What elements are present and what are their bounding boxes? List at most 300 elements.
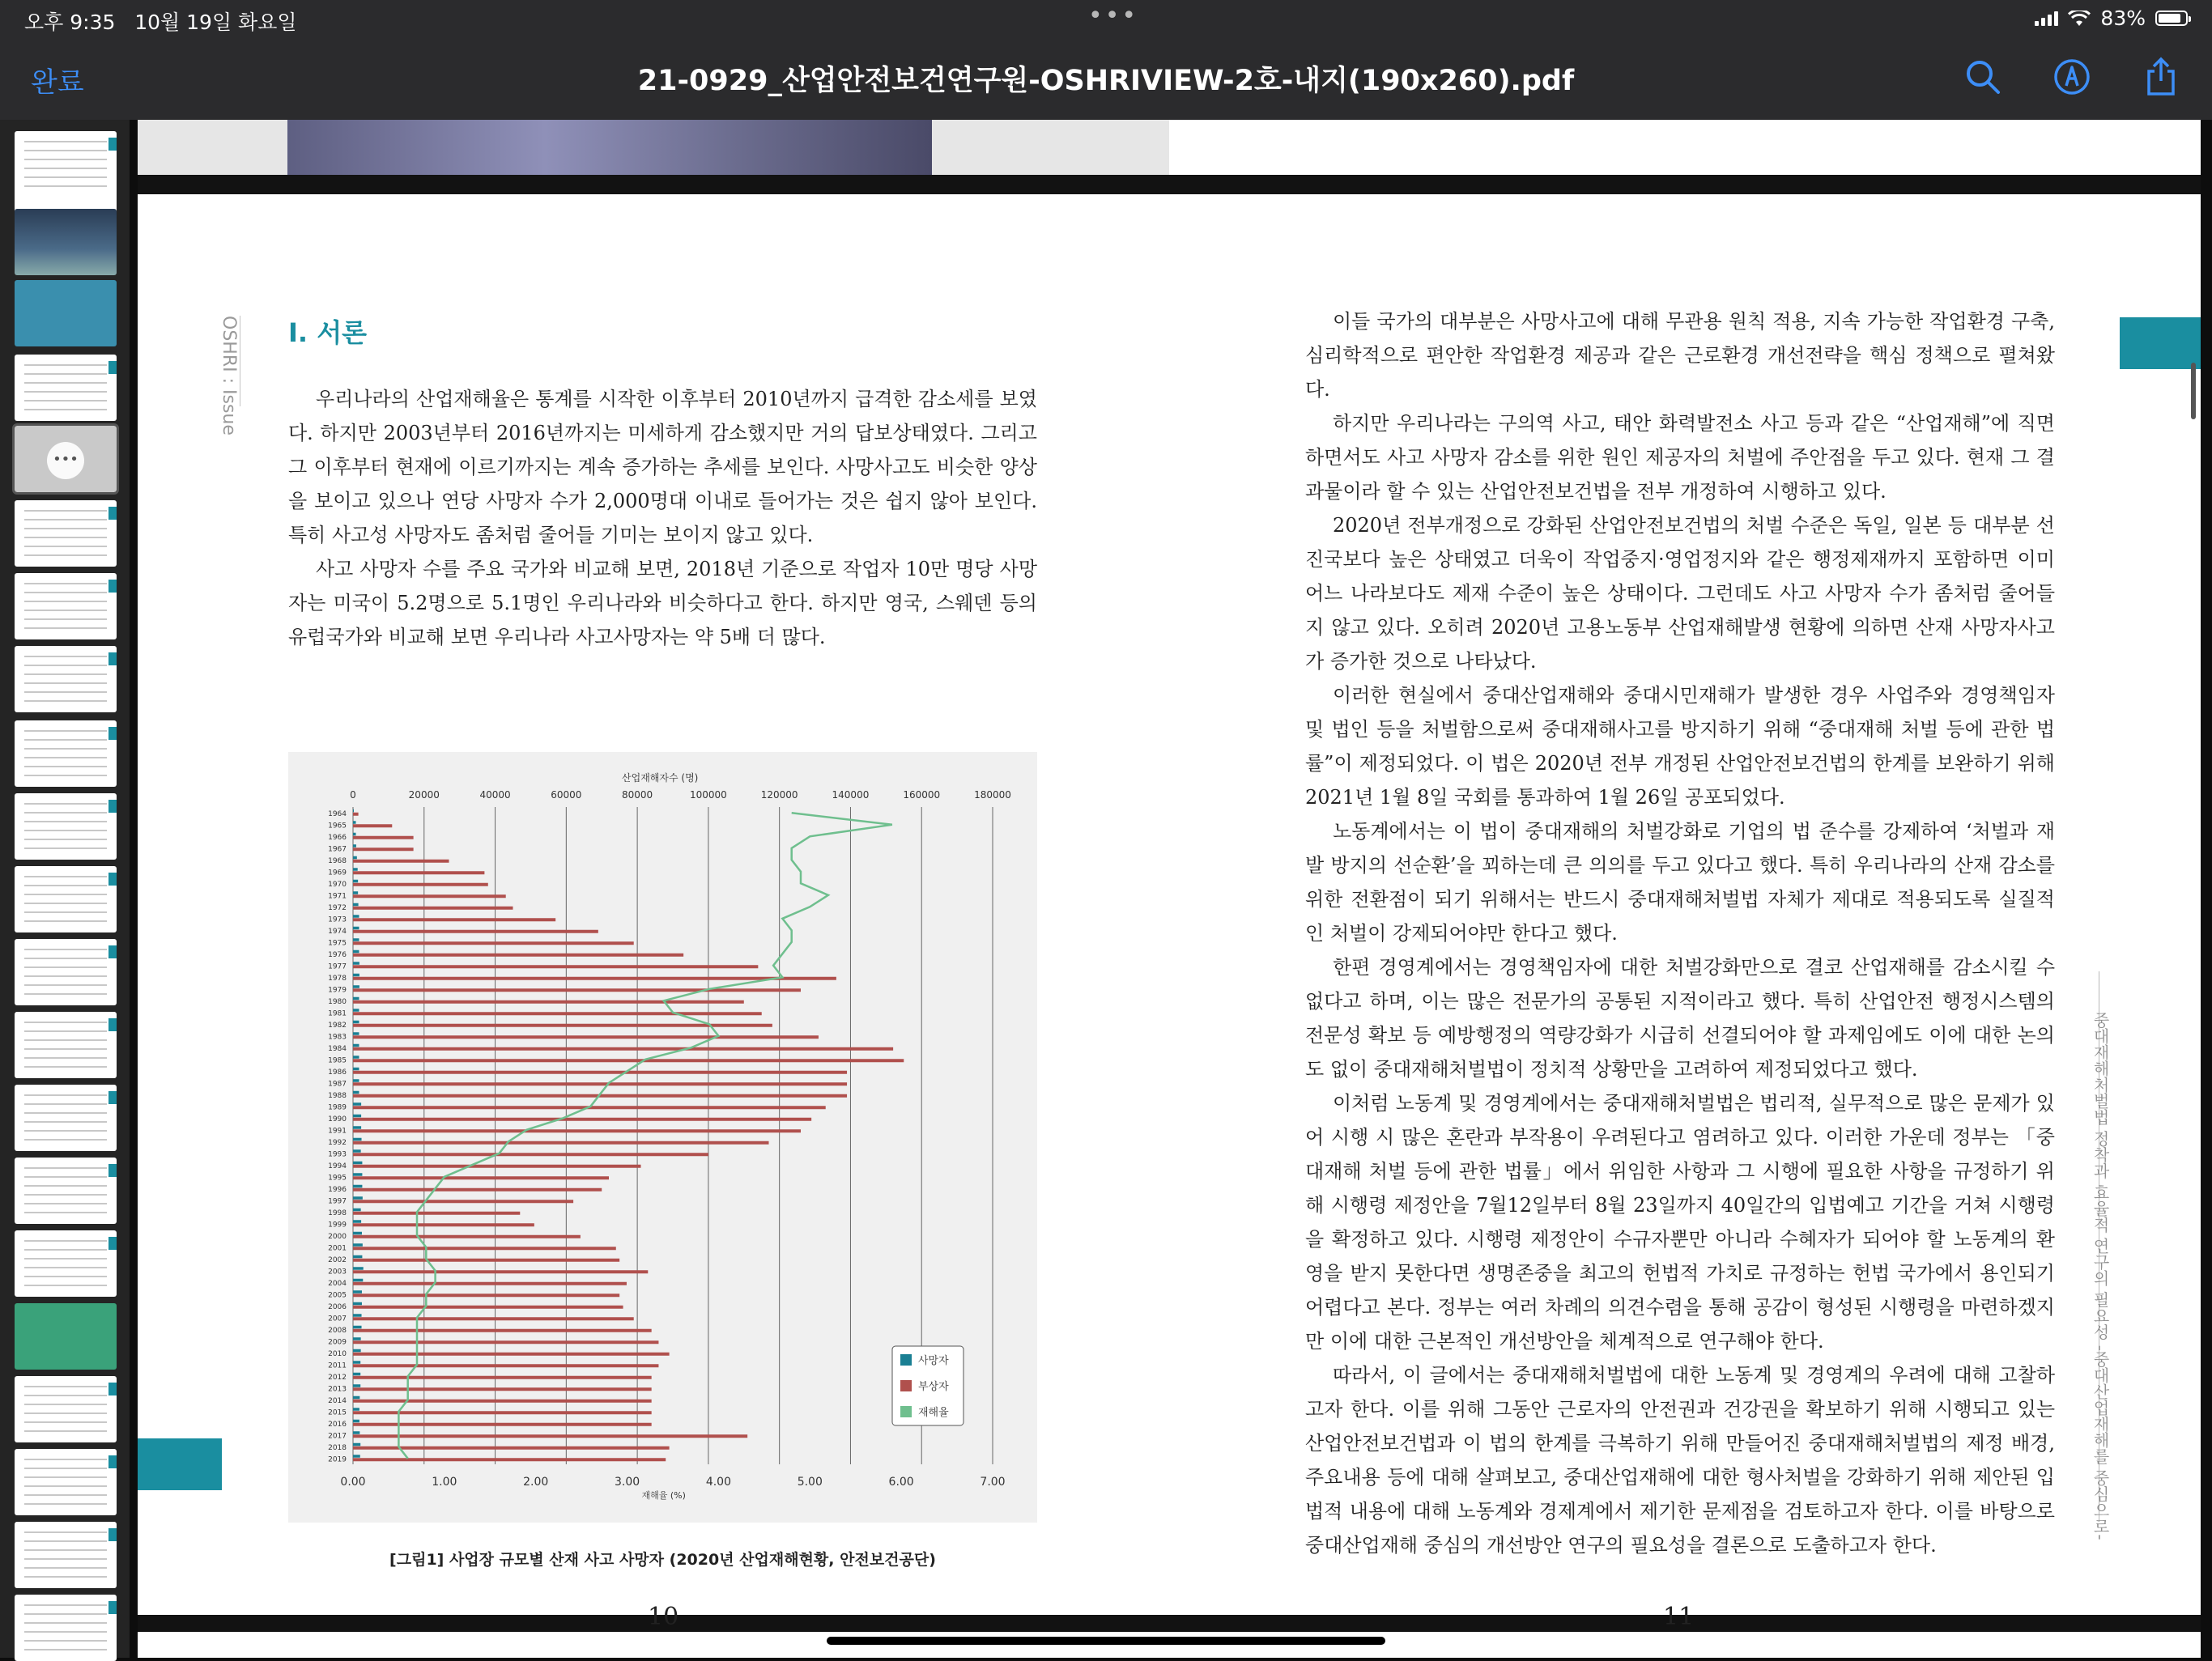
year-tick-label: 2018 [328,1443,347,1452]
deaths-bar [353,1326,362,1329]
year-tick-label: 1989 [328,1103,347,1112]
top-axis-tick-label: 20000 [408,789,440,801]
thumbnail-text-line [24,1404,107,1405]
thumbnail-text-line [24,150,107,151]
thumbnail-tab [108,580,117,593]
injured-bar [353,1434,747,1438]
year-tick-label: 1991 [328,1127,347,1136]
page-thumbnail[interactable] [15,1158,117,1224]
page-thumbnail[interactable] [15,1303,117,1370]
deaths-bar [353,1232,362,1235]
thumbnail-text-line [24,673,107,675]
year-tick-label: 2016 [328,1420,347,1429]
injured-bar [353,1376,652,1379]
deaths-bar [353,1314,362,1317]
thumbnail-tab [108,1091,117,1104]
deaths-bar [353,1420,359,1423]
page-thumbnail-sidebar[interactable] [0,120,130,1658]
year-tick-label: 1994 [328,1162,347,1170]
chart-svg [288,752,1037,1523]
thumbnail-text-line [24,656,107,657]
year-tick-label: 2019 [328,1455,347,1464]
page-thumbnail[interactable] [15,1012,117,1078]
injured-bar [353,1188,602,1192]
deaths-bar [353,997,359,1000]
thumbnail-text-line [24,803,107,805]
thumbnail-tab [108,138,117,151]
page-thumbnail[interactable] [15,355,117,421]
deaths-bar [353,1373,360,1376]
bottom-axis-tick-label: 3.00 [614,1476,640,1489]
thumbnail-text-line [24,1485,107,1487]
search-icon[interactable] [1963,57,2003,97]
injured-bar [353,1071,847,1074]
deaths-bar [353,1220,361,1223]
injured-bar [353,941,634,945]
year-tick-label: 2014 [328,1396,347,1405]
deaths-bar [353,856,357,860]
deaths-bar [353,1337,361,1340]
year-tick-label: 1967 [328,845,347,854]
injured-bar [353,836,414,839]
deaths-bar [353,938,359,941]
year-tick-label: 1973 [328,915,347,924]
page-thumbnail[interactable] [15,1522,117,1588]
bottom-axis-tick-label: 7.00 [980,1476,1006,1489]
thumbnail-text-line [24,1094,107,1096]
thumbnail-text-line [24,1567,107,1569]
thumbnail-text-line [24,1066,107,1068]
figure-caption: [그림1] 사업장 규모별 산재 사고 사망자 (2020년 산업재해현황, 안전보건공단) [389,1551,936,1569]
thumbnail-text-line [24,1421,107,1423]
thumbnail-text-line [24,691,107,693]
page-number-right: 11 [1663,1603,1695,1631]
thumbnail-text-line [24,1631,107,1633]
injured-bar [353,907,513,910]
thumbnail-text-line [24,757,107,758]
injured-bar [353,1458,666,1461]
deaths-bar [353,809,354,813]
deaths-bar [353,1290,362,1294]
thumbnail-text-line [24,364,107,366]
year-tick-label: 1964 [328,809,347,818]
deaths-bar [353,1044,359,1047]
injured-bar [353,1059,904,1062]
deaths-bar [353,927,359,930]
thumbnail-text-line [24,1558,107,1560]
bottom-axis-tick-label: 1.00 [432,1476,457,1489]
deaths-bar [353,1443,360,1446]
thumbnail-text-line [24,159,107,160]
thumbnail-text-line [24,1576,107,1578]
legend-swatch [900,1380,912,1391]
thumbnail-text-line [24,1249,107,1251]
thumbnail-text-line [24,176,107,178]
page-thumbnail[interactable] [15,720,117,787]
deaths-bar [353,974,359,977]
thumbnail-text-line [24,949,107,950]
injured-bar [353,1235,581,1238]
thumbnail-text-line [24,1048,107,1050]
battery-icon [2155,11,2188,26]
page-thumbnail[interactable] [15,209,117,275]
thumbnail-text-line [24,1039,107,1041]
injured-bar [353,1153,708,1156]
injured-bar [353,1118,811,1121]
legend-label: 부상자 [918,1381,949,1393]
status-time-date [24,6,297,36]
year-tick-label: 2010 [328,1349,347,1358]
thumbnail-text-line [24,665,107,666]
injured-bar [353,988,801,992]
battery-percent: 83% [2100,6,2146,30]
injured-bar [353,1387,652,1391]
paragraph: 노동계에서는 이 법이 중대재해의 처벌강화로 기업의 법 준수를 강제하여 ‘처벌과 재발 방지의 선순환’을 꾀하는데 큰 의의를 두고 있다고 했다. 특히 우리나라의 산재 감소를 위한 전환점이 되기 위해서는 반드시 중대재해처벌법 자체가 제대로 적용되도록 실질적인 처벌이 강제되어야만 한다고 했다. [1305,820,2055,945]
home-indicator[interactable] [827,1637,1385,1645]
top-axis-tick-label: 40000 [479,789,511,801]
thumbnail-text-line [24,1395,107,1396]
page-thumbnail[interactable] [15,1449,117,1515]
thumbnail-tab [108,1237,117,1250]
deaths-bar [353,1255,362,1259]
thumbnail-tab [108,1528,117,1541]
thumbnail-text-line [24,1139,107,1141]
thumbnail-text-line [24,627,107,629]
thumbnail-text-line [24,185,107,187]
deaths-bar [353,1185,362,1188]
bottom-axis-tick-label: 5.00 [797,1476,823,1489]
injured-bar [353,954,683,957]
thumbnail-tab [108,945,117,958]
year-tick-label: 1969 [328,869,347,877]
thumbnail-text-line [24,1468,107,1469]
thumbnail-text-line [24,1412,107,1414]
paragraph: 2020년 전부개정으로 강화된 산업안전보건법의 처벌 수준은 독일, 일본 등 대부분 선진국보다 높은 상태였고 더욱이 작업중지·영업정지와 같은 행정제재까지 포함하면 이미 어느 나라보다도 제재 수준이 높은 상태이다. 그런데도 사고 사망자 수가 좀처럼 줄어들지 않고 있다. 오히려 2020년 고용노동부 산업재해발생 현황에 의하면 산재 사망자사고가 증가한 것으로 나타났다. [1305,514,2055,673]
rate-line [398,813,892,1459]
deaths-bar [353,1032,359,1035]
battery-fill [2159,14,2180,23]
thumbnail-tab [108,1455,117,1468]
thumbnail-text-line [24,975,107,977]
thumbnail-text-line [24,1112,107,1114]
thumbnail-tab [108,800,117,813]
thumbnail-text-line [24,748,107,750]
year-tick-label: 2008 [328,1326,347,1335]
thumbnail-text-line [24,1613,107,1615]
thumbnail-text-line [24,812,107,814]
injured-bar [353,1047,893,1051]
thumbnail-text-line [24,1258,107,1260]
page-thumbnail[interactable] [15,1376,117,1442]
year-tick-label: 1990 [328,1115,347,1124]
thumbnail-text-line [24,966,107,968]
year-tick-label: 1966 [328,833,347,842]
thumbnail-text-line [24,775,107,776]
previous-page-photo [287,120,932,175]
thumbnail-text-line [24,1022,107,1023]
top-axis-tick-label: 60000 [551,789,582,801]
thumbnail-text-line [24,1030,107,1032]
more-options-icon[interactable]: ••• [47,442,84,479]
thumbnail-tab [108,1164,117,1177]
running-head: 중대재해처벌법 정착과 효율적 연구의 필요성 -중대산업재해를 중심으로- [2091,1012,2110,1540]
next-page-edge [138,1632,2201,1658]
thumbnail-text-line [24,618,107,620]
thumbnail-text-line [24,610,107,611]
injured-bar [353,847,414,851]
thumbnail-text-line [24,885,107,886]
thumbnail-text-line [24,839,107,840]
injury-chart [288,752,1037,1523]
year-tick-label: 2017 [328,1432,347,1441]
previous-page-right [1169,120,2201,175]
thumbnail-tab [108,1601,117,1614]
bottom-axis-label: 재해율 (%) [641,1490,686,1501]
year-tick-label: 1976 [328,950,347,959]
deaths-bar [353,1455,360,1458]
thumbnail-text-line [24,958,107,959]
thumbnail-text-line [24,519,107,520]
year-tick-label: 1986 [328,1068,347,1077]
deaths-bar [353,1056,359,1059]
deaths-bar [353,1149,361,1153]
injured-bar [353,1270,648,1273]
injured-bar [353,1165,641,1168]
year-tick-label: 1965 [328,822,347,830]
thumbnail-text-line [24,1494,107,1496]
year-tick-label: 2007 [328,1315,347,1323]
paragraph: 이처럼 노동계 및 경영계에서는 중대재해처벌법은 법리적, 실무적으로 많은 문제가 있어 시행 시 많은 혼란과 부작용이 우려된다고 염려하고 있다. 이러한 가운데 정부는 「중대재해 처벌 등에 관한 법률」에서 위임한 사항과 그 시행에 필요한 사항을 규정하기 위해 시행령 제정안을 7월12일부터 8월 23일까지 40일간의 입법예고 기간을 거쳐 시행령을 확정하고 있다. 시행령 제정안이 수규자뿐만 아니라 수혜자가 되어야 할 노동계의 환영을 받지 못한다면 생명존중을 최고의 헌법적 가치로 규정하는 헌법 국가에서 용인되기 어렵다고 본다. 정부는 여러 차례의 의견수렴을 통해 공감이 형성된 시행령을 마련하겠지만 이에 대한 근본적인 개선방안을 체계적으로 연구해야 한다. [1305,1092,2055,1353]
markup-pen-icon[interactable] [2052,57,2092,97]
deaths-bar [353,985,359,988]
paragraph: 따라서, 이 글에서는 중대재해처벌법에 대한 노동계 및 경영계의 우려에 대해 고찰하고자 한다. 이를 위해 그동안 근로자의 안전권과 건강권을 확보하기 위해 시행되고 있는 산업안전보건법과 이 법의 한계를 극복하기 위해 만들어진 중대재해처벌법의 제정 배경, 주요내용 등에 대해 살펴보고, 중대산업재해에 대한 형사처벌을 강화하기 위해 제안된 입법적 내용에 대해 노동계와 경제계에서 제기한 문제점을 검토하고자 한다. 이를 바탕으로 중대산업재해 중심의 개선방안 연구의 필요성을 결론으로 도출하고자 한다. [1305,1364,2055,1557]
deaths-bar [353,1173,362,1176]
year-tick-label: 1997 [328,1197,347,1206]
multitask-dots-icon[interactable]: ••• [1088,2,1139,30]
thumbnail-text-line [24,373,107,375]
paragraph: 우리나라의 산업재해율은 통계를 시작한 이후부터 2010년까지 급격한 감소세를 보였다. 하지만 2003년부터 2016년까지는 미세하게 감소했지만 거의 답보상태였다. 그리고 그 이후부터 현재에 이르기까지는 계속 증가하는 추세를 보인다. 사망사고도 비슷한 양상을 보이고 있으나 연당 사망자 수가 2,000명대 이내로 들어가는 것은 쉽지 않아 보인다. 특히 사고성 사망자도 좀처럼 줄어들 기미는 보이지 않고 있다. [288,388,1037,546]
deaths-bar [353,891,358,894]
thumbnail-text-line [24,830,107,831]
cellular-signal-icon [2035,11,2058,26]
legend-label: 사망자 [918,1355,949,1367]
right-body-text [1305,304,2055,1562]
deaths-bar [353,1021,359,1024]
status-time: 오후 9:35 [24,11,116,34]
thumbnail-text-line [24,510,107,512]
deaths-bar [353,1431,359,1434]
year-tick-label: 2013 [328,1385,347,1394]
thumbnail-tab [108,1018,117,1031]
side-label: OSHRI : Issue [219,316,239,435]
deaths-bar [353,915,359,918]
pdf-page-viewer[interactable] [138,120,2201,1658]
deaths-bar [353,1396,359,1400]
page-tab-marker-right [2120,317,2201,369]
thumbnail-text-line [24,1430,107,1432]
deaths-bar [353,1267,364,1270]
deaths-bar [353,1091,359,1094]
bottom-axis-tick-label: 4.00 [705,1476,732,1489]
thumbnail-tab [108,652,117,665]
thumbnail-text-line [24,1130,107,1132]
done-button[interactable]: 완료 [31,66,84,99]
top-axis-tick-label: 120000 [760,789,798,801]
thumbnail-text-line [24,1540,107,1542]
status-date: 10월 19일 화요일 [134,11,297,34]
thumbnail-text-line [24,911,107,913]
thumbnail-text-line [24,1103,107,1105]
page-thumbnail[interactable] [15,939,117,1005]
wifi-icon [2068,11,2091,27]
thumbnail-text-line [24,847,107,849]
thumbnail-text-line [24,993,107,995]
thumbnail-text-line [24,1649,107,1650]
thumbnail-text-line [24,766,107,767]
year-tick-label: 1974 [328,927,347,936]
paragraph: 이들 국가의 대부분은 사망사고에 대해 무관용 원칙 적용, 지속 가능한 작업환경 구축, 심리학적으로 편안한 작업환경 제공과 같은 근로환경 개선전략을 핵심 정책으로 펼쳐왔다. [1305,310,2055,401]
thumbnail-text-line [24,1503,107,1505]
status-indicators [2035,6,2188,30]
page-thumbnail[interactable] [15,793,117,860]
deaths-bar [353,821,356,824]
top-axis-tick-label: 100000 [689,789,727,801]
year-tick-label: 1970 [328,880,347,889]
page-thumbnail[interactable] [15,1595,117,1661]
injured-bar [353,894,506,898]
injured-bar [353,813,359,816]
top-toolbar [0,0,2212,120]
thumbnail-text-line [24,1267,107,1268]
deaths-bar [353,1196,363,1200]
page-thumbnail[interactable] [15,1230,117,1297]
thumbnail-text-line [24,601,107,602]
year-tick-label: 2005 [328,1291,347,1300]
thumbnail-text-line [24,1176,107,1178]
thumbnail-text-line [24,168,107,169]
year-tick-label: 1979 [328,986,347,995]
page-thumbnail[interactable] [15,1085,117,1151]
deaths-bar [353,1115,361,1118]
thumbnail-text-line [24,1203,107,1204]
deaths-bar [353,844,356,847]
year-tick-label: 1981 [328,1009,347,1018]
deaths-bar [353,1079,359,1082]
thumbnail-text-line [24,894,107,895]
year-tick-label: 2011 [328,1362,347,1370]
page-thumbnail[interactable] [15,426,117,492]
thumbnail-tab [108,361,117,374]
injured-bar [353,1212,520,1215]
year-tick-label: 1977 [328,962,347,971]
injured-bar [353,1129,801,1132]
thumbnail-text-line [24,546,107,547]
injured-bar [353,965,758,968]
thumbnail-text-line [24,876,107,877]
thumbnail-tab [108,1383,117,1395]
scrollbar-thumb[interactable] [2191,363,2196,419]
thumbnail-text-line [24,391,107,393]
thumbnail-text-line [24,1386,107,1387]
thumbnail-text-line [24,1531,107,1533]
year-tick-label: 2006 [328,1302,347,1311]
legend-swatch [900,1406,912,1417]
injured-bar [353,860,449,863]
page-thumbnail[interactable] [15,646,117,712]
document-title: 21-0929_산업안전보건연구원-OSHRIVIEW-2호-내지(190x260).pdf [637,65,1575,97]
deaths-bar [353,833,356,836]
thumbnail-text-line [24,920,107,922]
year-tick-label: 2004 [328,1279,347,1288]
thumbnail-text-line [24,1276,107,1277]
deaths-bar [353,1126,361,1129]
thumbnail-text-line [24,554,107,556]
thumbnail-text-line [24,409,107,410]
thumbnail-text-line [24,141,107,142]
page-spread [138,194,2201,1631]
year-tick-label: 1987 [328,1080,347,1089]
deaths-bar [353,903,359,907]
page-number-left: 10 [648,1603,679,1631]
injured-bar [353,1141,769,1145]
year-tick-label: 1988 [328,1091,347,1100]
page-thumbnail[interactable] [15,573,117,639]
paragraph: 사고 사망자 수를 주요 국가와 비교해 보면, 2018년 기준으로 작업자 10만 명당 사망자는 미국이 5.2명으로 5.1명인 우리나라와 비슷하다고 한다. 하지만 영국, 스웨덴 등의 유럽국가와 비교해 보면 우리나라 사고사망자는 약 5배 더 많다. [288,558,1037,648]
year-tick-label: 1998 [328,1209,347,1217]
year-tick-label: 2009 [328,1338,347,1347]
bottom-axis-tick-label: 2.00 [523,1476,549,1489]
thumbnail-text-line [24,1549,107,1551]
year-tick-label: 1978 [328,974,347,983]
thumbnail-text-line [24,700,107,702]
deaths-bar [353,1408,359,1411]
year-tick-label: 2012 [328,1373,347,1382]
top-axis-tick-label: 160000 [903,789,941,801]
deaths-bar [353,1349,361,1353]
deaths-bar [353,1009,359,1012]
thumbnail-text-line [24,682,107,684]
deaths-bar [353,950,359,954]
injured-bar [353,1223,534,1226]
deaths-bar [353,880,358,883]
injured-bar [353,1329,652,1332]
injured-bar [353,1306,623,1309]
deaths-bar [353,1162,362,1165]
top-axis-tick-label: 0 [350,789,356,801]
deaths-bar [353,1102,361,1106]
year-tick-label: 1984 [328,1044,347,1053]
page-thumbnail[interactable] [15,866,117,932]
top-axis-tick-label: 180000 [974,789,1011,801]
year-tick-label: 2003 [328,1268,347,1277]
thumbnail-tab [108,507,117,520]
year-tick-label: 1995 [328,1174,347,1183]
injured-bar [353,1353,670,1356]
year-tick-label: 2015 [328,1408,347,1417]
paragraph: 하지만 우리나라는 구의역 사고, 태안 화력발전소 사고 등과 같은 “산업재해”에 직면하면서도 사고 사망자 감소를 위한 원인 제공자의 처벌에 주안점을 두고 있다. 현재 그 결과물이라 할 수 있는 산업안전보건법을 전부 개정하여 시행하고 있다. [1305,412,2055,503]
deaths-bar [353,962,359,965]
injured-bar [353,918,555,921]
page-thumbnail[interactable] [15,280,117,346]
page-thumbnail[interactable] [15,500,117,567]
year-tick-label: 2001 [328,1244,347,1253]
injured-bar [353,1400,652,1403]
thumbnail-text-line [24,739,107,741]
year-tick-label: 1996 [328,1185,347,1194]
injured-bar [353,1200,573,1203]
thumbnail-text-line [24,1640,107,1642]
share-icon[interactable] [2141,57,2181,97]
